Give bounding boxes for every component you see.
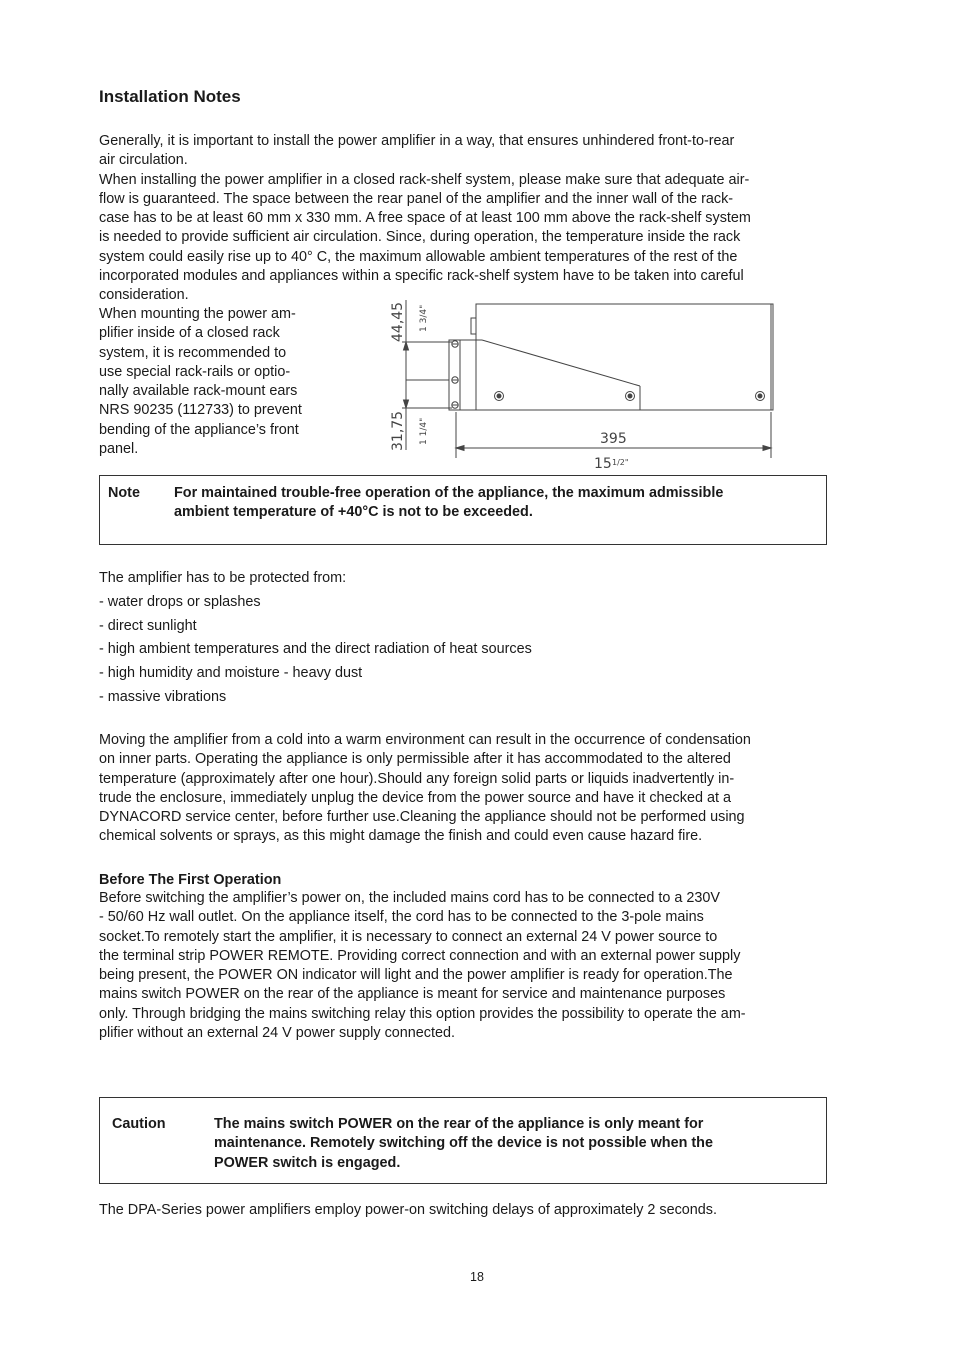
screw-icon bbox=[495, 392, 504, 401]
intro-line: system could easily rise up to 40° C, the maximum allowable ambient temperatures of the rest of the bbox=[99, 248, 738, 265]
mount-line: nally available rack-mount ears bbox=[99, 383, 298, 400]
mount-line: plifier inside of a closed rack bbox=[99, 325, 280, 342]
mounting-paragraph bbox=[99, 305, 302, 459]
caution-line: POWER switch is engaged. bbox=[214, 1154, 401, 1171]
protect-intro: The amplifier has to be protected from: bbox=[99, 570, 347, 586]
amplifier-body bbox=[476, 304, 773, 410]
dimension-label-inch-bottom: 1 1/4" bbox=[419, 417, 429, 445]
screw-icon bbox=[452, 341, 458, 347]
first-op-line: plifier without an external 24 V power supply connected. bbox=[99, 1025, 455, 1042]
intro-line: consideration. bbox=[99, 287, 189, 304]
list-item: - high ambient temperatures and the direct radiation of heat sources bbox=[99, 641, 532, 657]
intro-line: flow is guaranteed. The space between the rear panel of the amplifier and the inner wall of the rack- bbox=[99, 190, 734, 207]
first-op-line: Before switching the amplifier’s power on, the included mains cord has to be connected to a 230V bbox=[99, 890, 721, 906]
screw-icon bbox=[452, 377, 458, 383]
intro-line: is needed to provide sufficient air circulation. Since, during operation, the temperature inside the rack bbox=[99, 229, 741, 246]
intro-line: incorporated modules and appliances within a specific rack-shelf system have to be taken into careful bbox=[99, 268, 744, 285]
caution-box bbox=[99, 1097, 827, 1184]
rack-mount-dimension-diagram bbox=[380, 296, 790, 474]
mount-line: system, it is recommended to bbox=[99, 344, 287, 361]
moving-line: DYNACORD service center, before further use.Cleaning the appliance should not be performed using bbox=[99, 809, 745, 826]
moving-line: temperature (approximately after one hour).Should any foreign solid parts or liquids inadvertently in- bbox=[99, 770, 735, 787]
moving-line: trude the enclosure, immediately unplug the device from the power source and have it checked at a bbox=[99, 789, 731, 806]
dimension-label-31-75: 31,75 bbox=[390, 410, 406, 451]
mount-line: use special rack-rails or optio- bbox=[99, 363, 291, 380]
note-line: ambient temperature of +40°C is not to be exceeded. bbox=[174, 504, 533, 521]
list-item: - massive vibrations bbox=[99, 689, 227, 705]
dimension-label-395: 395 bbox=[600, 431, 627, 447]
mount-line: panel. bbox=[99, 441, 139, 458]
list-item: - high humidity and moisture - heavy dust bbox=[99, 665, 363, 681]
caution-text bbox=[214, 1115, 713, 1173]
closing-sentence: The DPA-Series power amplifiers employ power-on switching delays of approximately 2 seconds. bbox=[99, 1202, 718, 1218]
page-number: 18 bbox=[470, 1270, 484, 1284]
moving-line: chemical solvents or sprays, as this might damage the finish and could even cause hazard fire. bbox=[99, 828, 703, 845]
page-title: Installation Notes bbox=[99, 87, 241, 106]
caution-line: maintenance. Remotely switching off the device is not possible when the bbox=[214, 1135, 713, 1152]
mount-line: bending of the appliance’s front bbox=[99, 421, 299, 438]
moving-line: on inner parts. Operating the appliance is only permissible after it has accommodated to the altered bbox=[99, 751, 731, 768]
screw-icon bbox=[452, 402, 458, 408]
first-op-line: only. Through bridging the mains switching relay this option provides the possibility to operate the am- bbox=[99, 1005, 746, 1022]
dimension-label-inch-fraction: 1/2" bbox=[612, 458, 629, 467]
first-op-line: - 50/60 Hz wall outlet. On the appliance itself, the cord has to be connected to the 3-pole mains bbox=[99, 909, 704, 926]
dimension-label-inch-length: 15 bbox=[594, 456, 612, 472]
intro-line: case has to be at least 60 mm x 330 mm. A free space of at least 100 mm above the rack-shelf system bbox=[99, 210, 751, 227]
first-operation-paragraph bbox=[99, 889, 746, 1043]
intro-line: air circulation. bbox=[99, 152, 188, 169]
mount-line: NRS 90235 (112733) to prevent bbox=[99, 402, 302, 419]
moving-line: Moving the amplifier from a cold into a warm environment can result in the occurrence of condensation bbox=[99, 732, 751, 748]
intro-paragraph bbox=[99, 132, 751, 306]
note-label: Note bbox=[108, 485, 140, 501]
mount-line: When mounting the power am- bbox=[99, 306, 296, 322]
moving-paragraph bbox=[99, 731, 751, 847]
rack-ear bbox=[449, 340, 460, 410]
note-text bbox=[174, 484, 723, 523]
note-box bbox=[99, 475, 827, 545]
first-op-line: socket.To remotely start the amplifier, it is necessary to connect an external 24 V power source to bbox=[99, 928, 718, 945]
intro-line: Generally, it is important to install the power amplifier in a way, that ensures unhindered front-to-rear bbox=[99, 133, 735, 149]
list-item: - direct sunlight bbox=[99, 618, 197, 634]
first-op-line: being present, the POWER ON indicator will light and the power amplifier is ready for operation.The bbox=[99, 967, 733, 984]
dimension-label-inch-top: 1 3/4" bbox=[419, 304, 429, 332]
list-item: - water drops or splashes bbox=[99, 594, 261, 610]
first-op-line: the terminal strip POWER REMOTE. Providing correct connection and with an external power supply bbox=[99, 947, 741, 964]
section-heading-first-operation: Before The First Operation bbox=[99, 872, 282, 888]
screw-icon bbox=[626, 392, 635, 401]
screw-icon bbox=[756, 392, 765, 401]
caution-label: Caution bbox=[112, 1116, 166, 1132]
note-line: For maintained trouble-free operation of the appliance, the maximum admissible bbox=[174, 485, 724, 501]
caution-line: The mains switch POWER on the rear of the appliance is only meant for bbox=[214, 1116, 704, 1132]
dimension-label-44-45: 44,45 bbox=[390, 301, 406, 342]
first-op-line: mains switch POWER on the rear of the appliance is meant for service and maintenance purposes bbox=[99, 986, 726, 1003]
intro-line: When installing the power amplifier in a closed rack-shelf system, please make sure that adequate air- bbox=[99, 171, 750, 188]
